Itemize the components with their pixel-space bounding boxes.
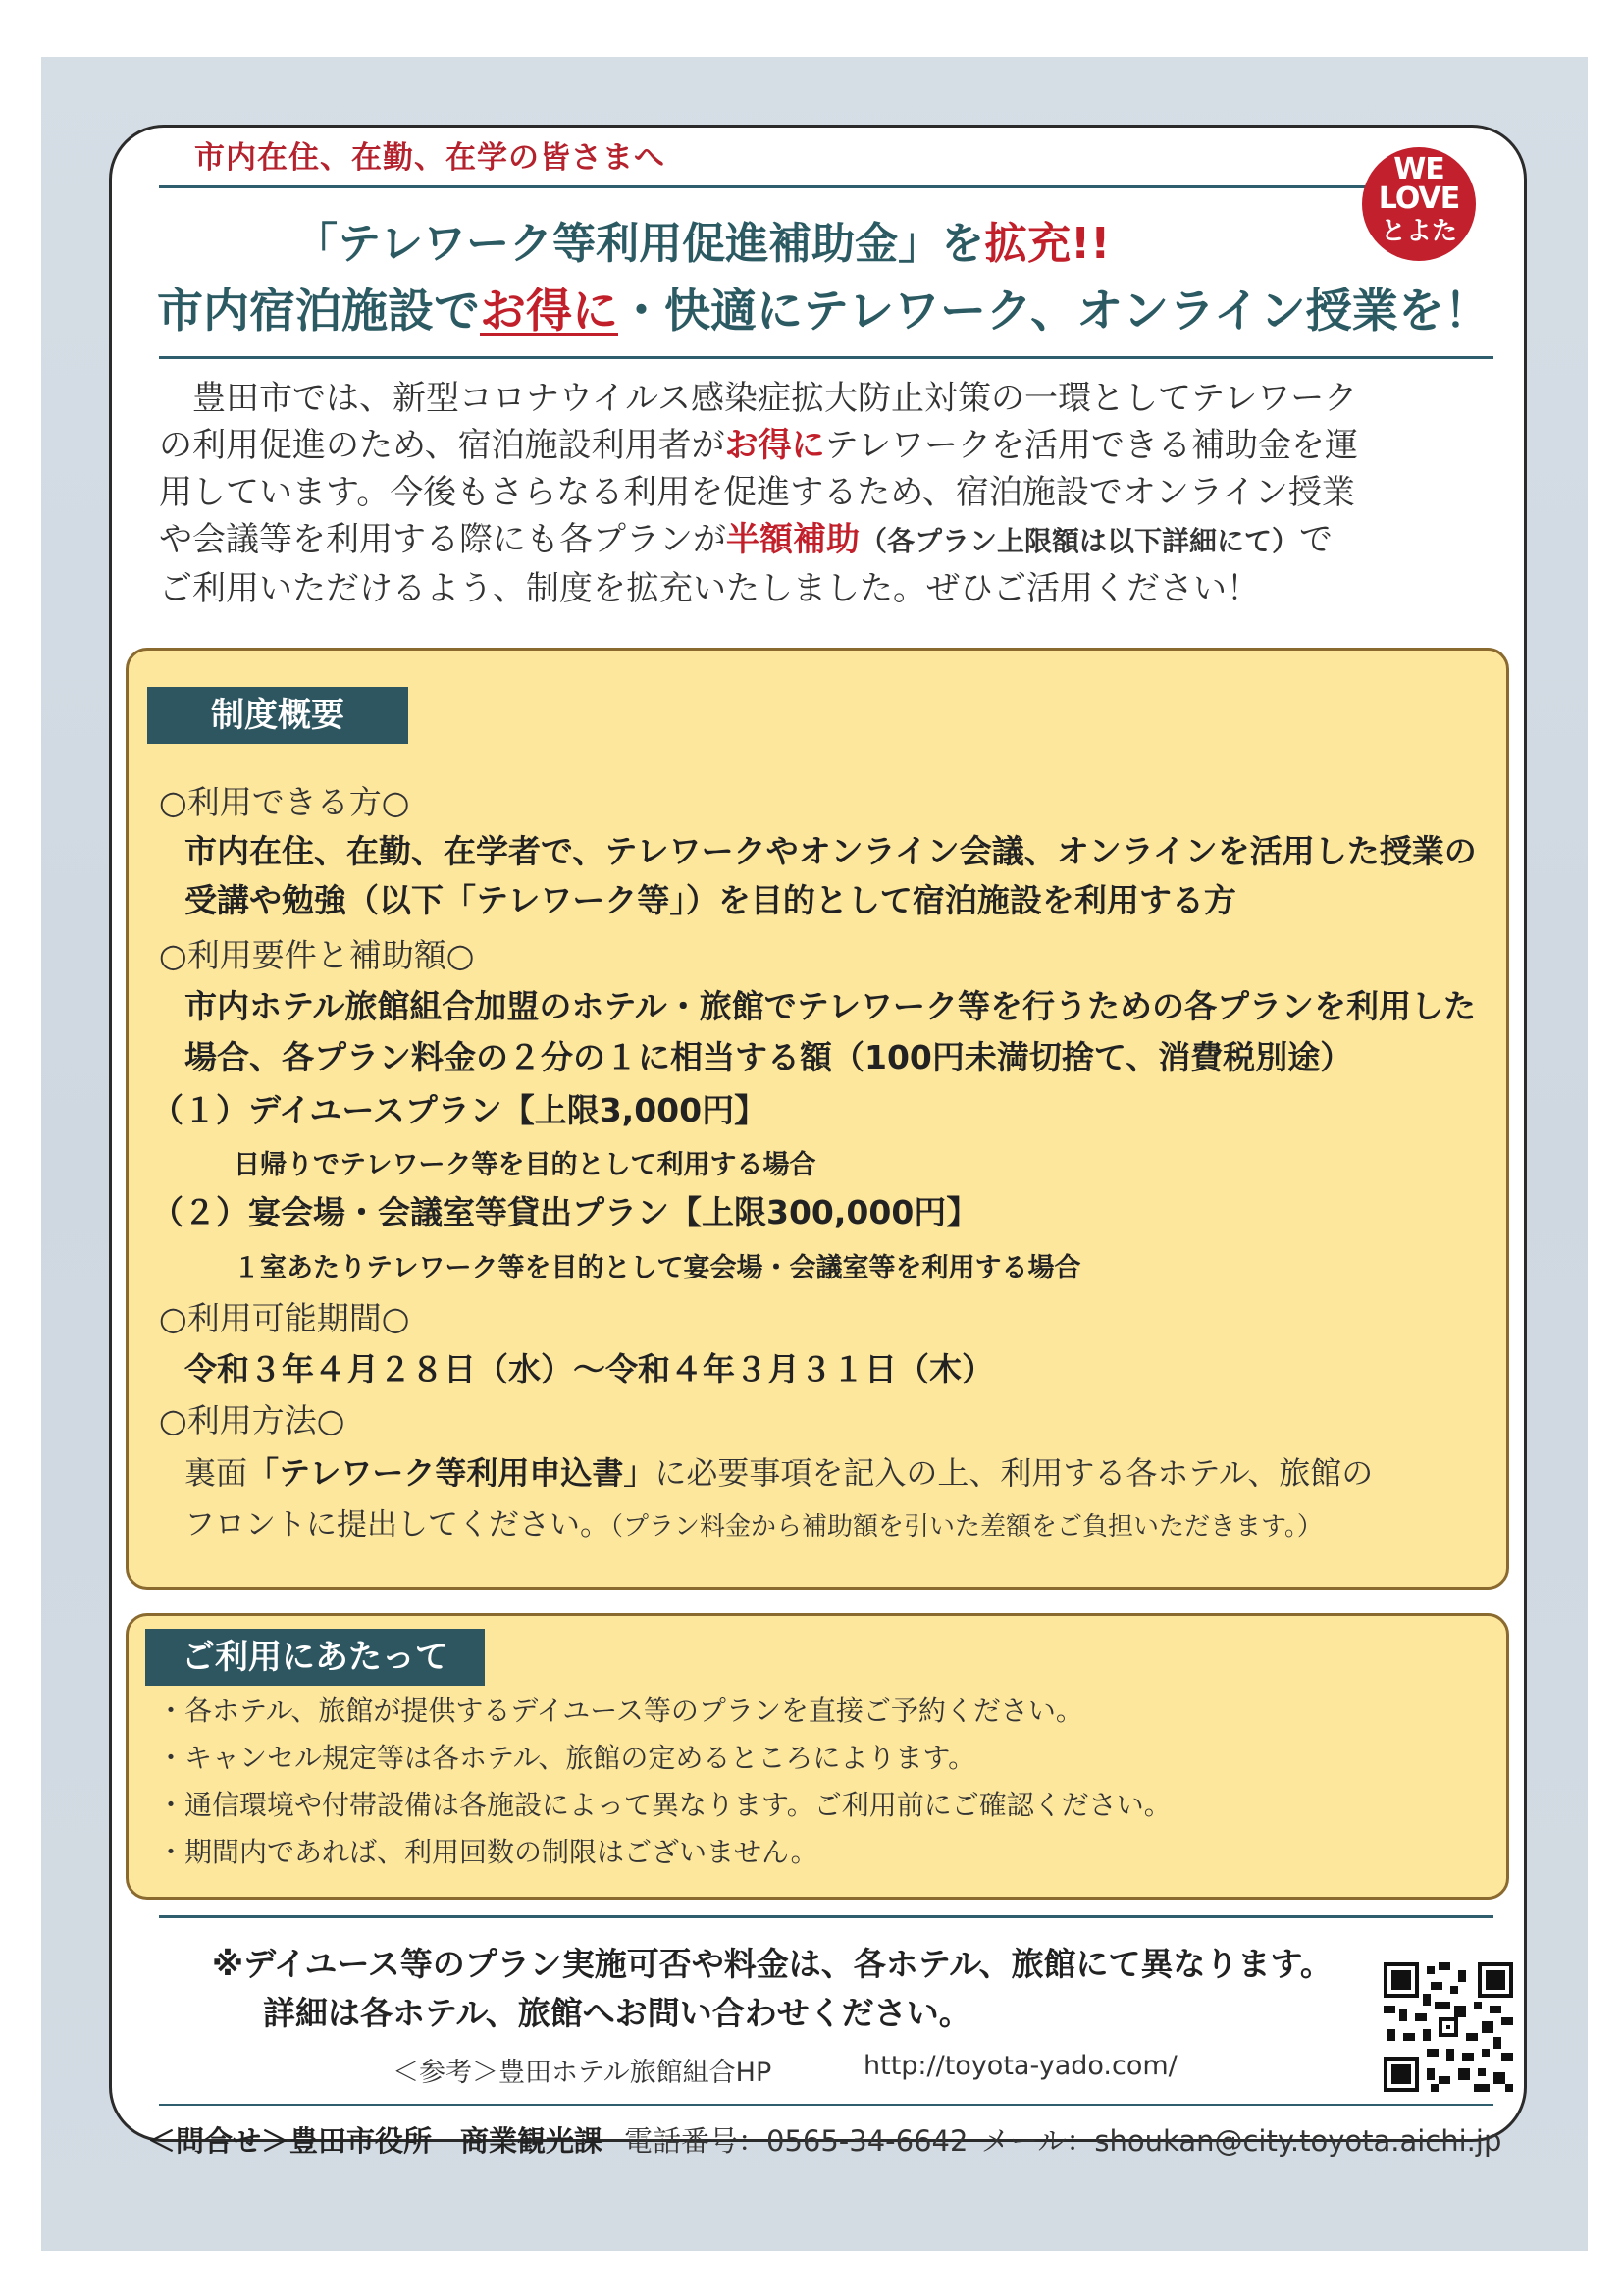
plan-2-description: １室あたりテレワーク等を目的として宴会場・会議室等を利用する場合: [234, 1253, 1081, 1283]
plan-1: （１）デイユースプラン【上限3,000円】: [151, 1091, 767, 1129]
who-text-1: 市内在住、在勤、在学者で、テレワークやオンライン会議、オンラインを活用した授業の: [184, 832, 1477, 870]
plan-2: （２）宴会場・会議室等貸出プラン【上限300,000円】: [151, 1193, 979, 1231]
title-divider: [159, 356, 1493, 359]
overview-tag: 制度概要: [147, 687, 408, 744]
top-divider: [159, 185, 1366, 188]
usage-item: ・通信環境や付帯設備は各施設によって異なります。ご利用前にご確認ください。: [157, 1789, 1172, 1821]
who-heading: ○利用できる方○: [159, 783, 410, 821]
intro-paragraph: 豊田市では、新型コロナウイルス感染症拡大防止対策の一環としてテレワーク の利用促進のため、宿泊施設利用者がお得にテレワークを活用できる補助金を運 用しています。今後もさらなる利用を促進するため、宿泊施設でオンライン授業 や会議等を利用する際にも各プランが半額補助（各プラン上限額は以下詳細にて）で ご利用いただけるよう、制度を拡充いたしました。ぜひご活用ください！: [159, 379, 1358, 608]
qr-code: [1384, 1962, 1513, 2092]
method-heading: ○利用方法○: [159, 1401, 345, 1439]
requirement-text-1: 市内ホテル旅館組合加盟のホテル・旅館でテレワーク等を行うための各プランを利用した: [184, 987, 1477, 1025]
contact-label: ＜問合せ＞豊田市役所 商業観光課: [147, 2124, 603, 2158]
title-line-1: 「テレワーク等利用促進補助金」を拡充!!: [294, 219, 1111, 269]
footer-divider: [159, 2104, 1493, 2106]
audience-line: 市内在住、在勤、在学の皆さまへ: [194, 140, 665, 176]
notes-divider: [159, 1915, 1493, 1918]
who-text-2: 受講や勉強（以下「テレワーク等」）を目的として宿泊施設を利用する方: [184, 881, 1236, 919]
requirement-text-2: 場合、各プラン料金の２分の１に相当する額（100円未満切捨て、消費税別途）: [184, 1038, 1353, 1076]
reference-url[interactable]: http://toyota-yado.com/: [864, 2051, 1178, 2081]
period-text: 令和３年４月２８日（水）～令和４年３月３１日（木）: [184, 1350, 994, 1388]
contact-mail[interactable]: メール：shoukan@city.toyota.aichi.jp: [981, 2124, 1502, 2158]
contact-phone: 電話番号：0565-34-6642: [624, 2124, 969, 2158]
usage-item: ・各ホテル、旅館が提供するデイユース等のプランを直接ご予約ください。: [157, 1695, 1083, 1727]
usage-item: ・期間内であれば、利用回数の制限はございません。: [157, 1836, 818, 1868]
method-text-1: 裏面「テレワーク等利用申込書」に必要事項を記入の上、利用する各ホテル、旅館の: [184, 1454, 1374, 1491]
period-heading: ○利用可能期間○: [159, 1299, 410, 1337]
requirement-heading: ○利用要件と補助額○: [159, 936, 475, 974]
usage-item: ・キャンセル規定等は各ホテル、旅館の定めるところによります。: [157, 1742, 976, 1774]
we-love-toyota-logo: WE LOVE とよた: [1362, 147, 1476, 261]
method-text-2: フロントに提出してください。（プラン料金から補助額を引いた差額をご負担いただきます。）: [184, 1507, 1323, 1542]
reference-label: ＜参考＞豊田ホテル旅館組合HP: [393, 2058, 772, 2088]
note-line-1: ※デイユース等のプラン実施可否や料金は、各ホテル、旅館にて異なります。: [212, 1945, 1333, 1983]
plan-1-description: 日帰りでテレワーク等を目的として利用する場合: [234, 1150, 816, 1180]
title-line-2: 市内宿泊施設でお得に・快適にテレワーク、オンライン授業を！: [157, 285, 1491, 339]
note-line-2: 詳細は各ホテル、旅館へお問い合わせください。: [263, 1994, 971, 2032]
usage-tag: ご利用にあたって: [145, 1629, 485, 1686]
